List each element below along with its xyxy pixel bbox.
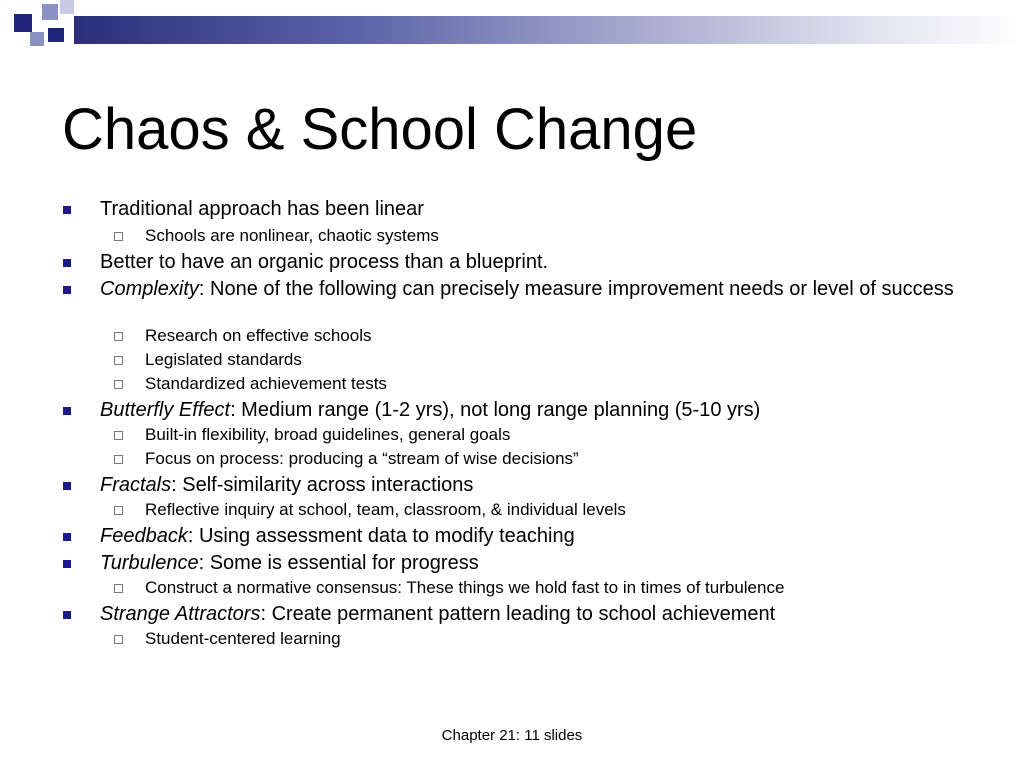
decor-square [42, 4, 58, 20]
sub-bullet-item [145, 425, 965, 445]
bullet-term: Strange Attractors [100, 603, 261, 625]
bullet-text: Better to have an organic process than a blueprint. [100, 251, 549, 273]
bullet-item [100, 603, 980, 625]
slide-footer: Chapter 21: 11 slides [441, 727, 583, 744]
bullet-item [100, 251, 980, 273]
sub-bullet-text: Built-in flexibility, broad guidelines, general goals [145, 425, 511, 444]
sub-bullet-text: Reflective inquiry at school, team, classroom, & individual levels [145, 500, 626, 519]
bullet-item [100, 552, 980, 574]
sub-bullet-text: Schools are nonlinear, chaotic systems [145, 226, 439, 245]
bullet-text: : Create permanent pattern leading to school achievement [260, 603, 776, 625]
bullet-item [100, 525, 980, 547]
decor-square [60, 0, 74, 14]
bullet-text: : Medium range (1-2 yrs), not long range planning (5-10 yrs) [230, 399, 761, 421]
sub-bullet-item [145, 500, 965, 520]
header-decoration [0, 0, 1024, 46]
bullet-item [100, 399, 980, 421]
decor-square [48, 28, 64, 42]
sub-bullet-item [145, 374, 965, 394]
sub-bullet-text: Focus on process: producing a “stream of wise decisions” [145, 449, 579, 468]
bullet-item [100, 198, 980, 220]
sub-bullet-text: Research on effective schools [145, 326, 372, 345]
bullet-item [100, 474, 980, 496]
bullet-term: Feedback [100, 525, 188, 547]
decor-square [14, 14, 32, 32]
bullet-text: Traditional approach has been linear [100, 198, 424, 220]
bullet-term: Butterfly Effect [100, 399, 231, 421]
bullet-item [100, 278, 980, 300]
sub-bullet-item [145, 350, 965, 370]
slide-title: Chaos & School Change [62, 97, 698, 162]
bullet-text: : Some is essential for progress [198, 552, 479, 574]
sub-bullet-item [145, 449, 965, 469]
bullet-text: : None of the following can precisely measure improvement needs or level of success [198, 278, 954, 300]
sub-bullet-item [145, 578, 965, 598]
bullet-term: Complexity [100, 278, 199, 300]
bullet-term: Fractals [100, 474, 172, 496]
sub-bullet-text: Standardized achievement tests [145, 374, 387, 393]
bullet-text: : Self-similarity across interactions [171, 474, 474, 496]
sub-bullet-item [145, 326, 965, 346]
sub-bullet-item [145, 629, 965, 649]
sub-bullet-text: Legislated standards [145, 350, 302, 369]
sub-bullet-item [145, 226, 965, 246]
sub-bullet-text: Construct a normative consensus: These things we hold fast to in times of turbulence [145, 578, 785, 597]
bullet-text: : Using assessment data to modify teaching [187, 525, 575, 547]
sub-bullet-text: Student-centered learning [145, 629, 341, 648]
decor-square [30, 32, 44, 46]
bullet-term: Turbulence [100, 552, 199, 574]
header-gradient-bar [74, 16, 1024, 44]
